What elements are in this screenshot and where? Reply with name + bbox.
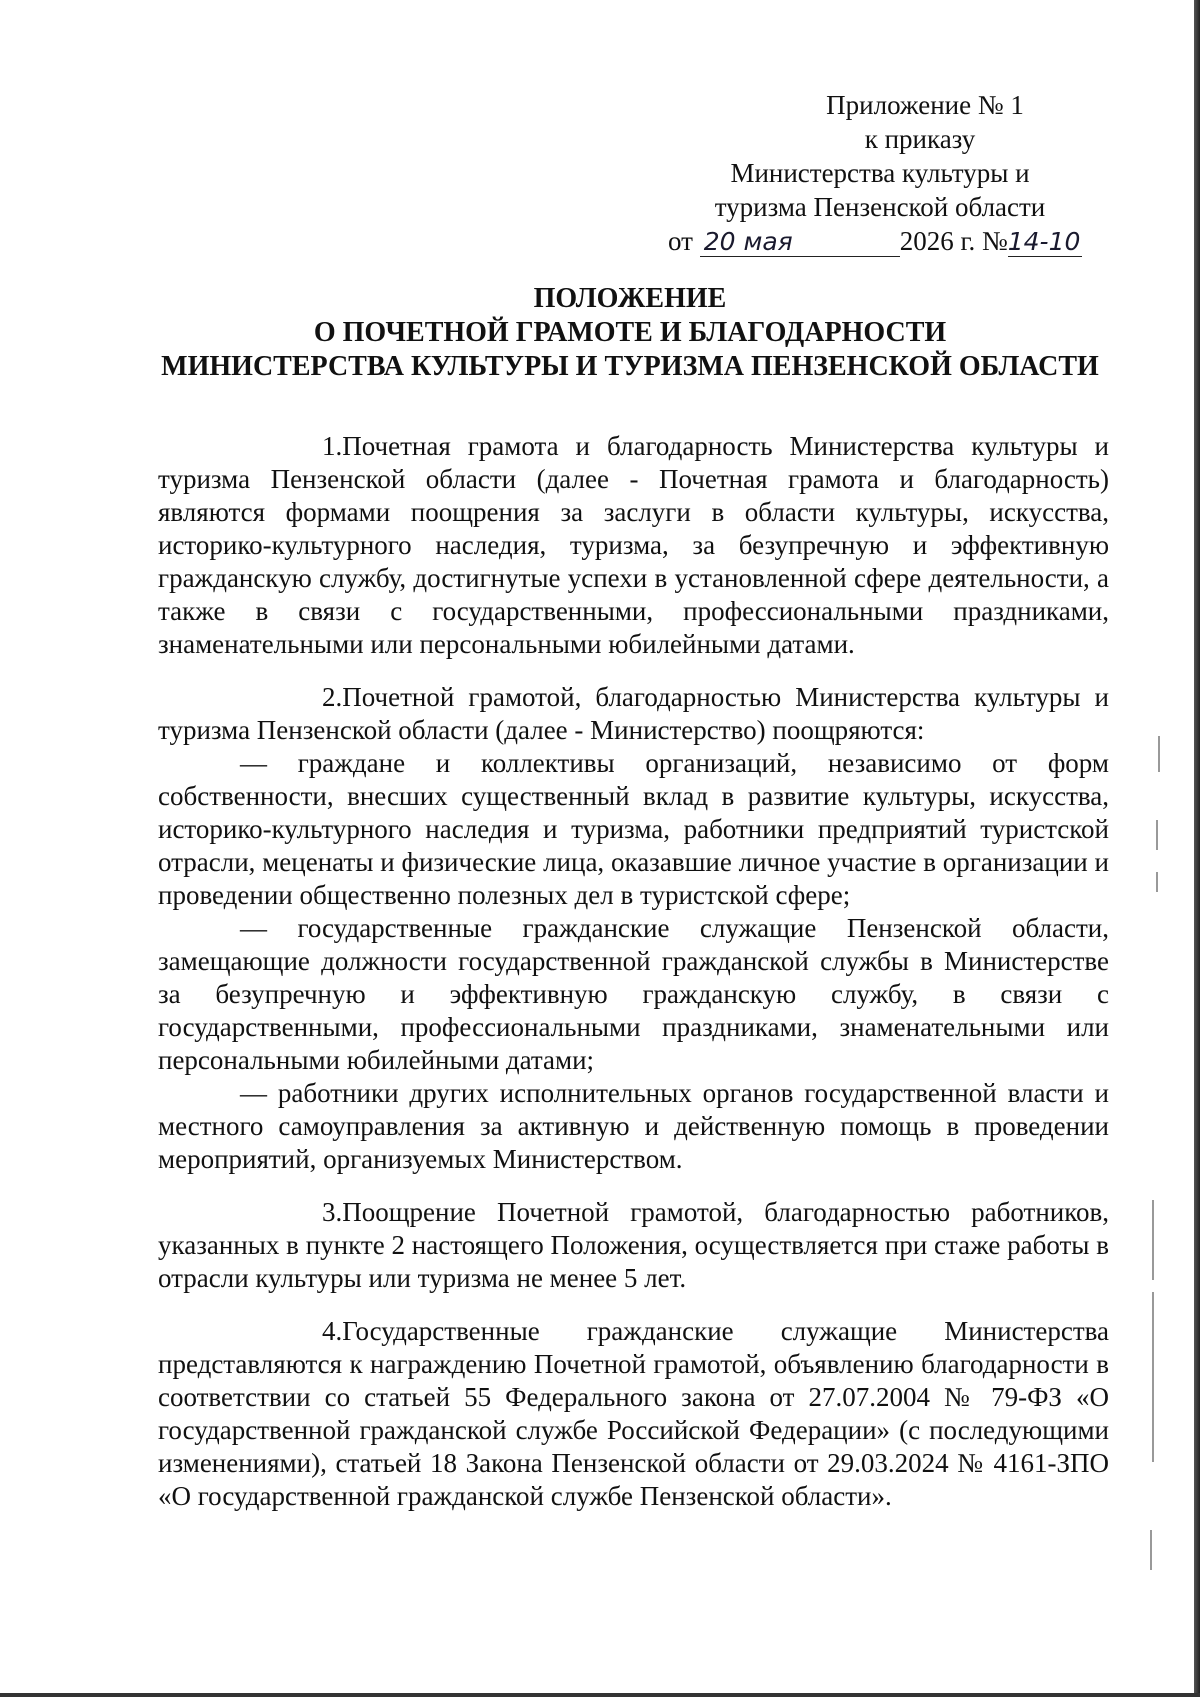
list-item: — работники других исполнительных органов государственной власти и местного самоуправления за активную и действенную помощь в проведении мероприятий, организуемых Министерством.	[158, 1078, 1109, 1174]
handwritten-order-number: 14-10	[1007, 227, 1081, 256]
paragraph-number: 4.	[322, 1316, 343, 1346]
paragraph-number: 3.	[322, 1197, 343, 1227]
date-prefix: от	[668, 226, 693, 256]
paragraph-3	[158, 1196, 1109, 1295]
title-line3: МИНИСТЕРСТВА КУЛЬТУРЫ И ТУРИЗМА ПЕНЗЕНСКОЙ ОБЛАСТИ	[161, 351, 1099, 382]
number-blank	[1008, 227, 1082, 257]
list-item: — граждане и коллективы организаций, независимо от форм собственности, внесших существенный вклад в развитие культуры, искусства, историко-культурного наследия и туризма, работники предприятий туристской отрасли, меценаты и физические лица, оказавшие личное участие в организации и проведении общественно полезных дел в туристской сфере;	[158, 748, 1109, 910]
order-date-line	[640, 224, 1120, 258]
title-line1: ПОЛОЖЕНИЕ	[533, 283, 727, 314]
scan-mark	[1158, 736, 1160, 772]
paragraph-text: Поощрение Почетной грамотой, благодарностью работников, указанных в пункте 2 настоящего Положения, осуществляется при стаже работы в отрасли культуры или туризма не менее 5 лет.	[158, 1197, 1109, 1293]
paragraph-2	[158, 681, 1109, 747]
date-blank	[700, 227, 900, 257]
ministry-name-line2: туризма Пензенской области	[714, 192, 1046, 222]
scan-edge-bottom	[0, 1693, 1200, 1697]
paragraph-1	[158, 430, 1109, 661]
scan-mark	[1156, 820, 1158, 850]
appendix-header	[640, 88, 1120, 258]
ministry-name-line1: Министерства культуры и	[730, 158, 1030, 188]
scan-mark	[1150, 1530, 1152, 1570]
title-line2: О ПОЧЕТНОЙ ГРАМОТЕ И БЛАГОДАРНОСТИ	[313, 317, 947, 348]
paragraph-text: Почетная грамота и благодарность Министерства культуры и туризма Пензенской области (далее - Почетная грамота и благодарность) являются формами поощрения за заслуги в области культуры, искусства, историко-культурного наследия, туризма, за безупречную и эффективную гражданскую службу, достигнутые успехи в установленной сфере деятельности, а также в связи с государственными, профессиональными праздниками, знаменательными или персональными юбилейными датами.	[158, 431, 1109, 659]
paragraph-number: 2.	[322, 682, 343, 712]
appendix-number: Приложение № 1	[826, 90, 1024, 120]
order-reference: к приказу	[864, 124, 976, 154]
scan-mark	[1152, 1200, 1154, 1280]
handwritten-date: 20 мая	[703, 227, 793, 256]
paragraph-text: Почетной грамотой, благодарностью Министерства культуры и туризма Пензенской области (далее - Министерство) поощряются:	[158, 682, 1109, 745]
list-item: — государственные гражданские служащие Пензенской области, замещающие должности государственной гражданской службы в Министерстве за безупречную и эффективную гражданскую службу, в связи с государственными, профессиональными праздниками, знаменательными или персональными юбилейными датами;	[158, 913, 1109, 1075]
document-title	[130, 282, 1130, 384]
scan-mark	[1152, 1292, 1154, 1462]
scan-edge-right	[1194, 0, 1200, 1697]
paragraph-text: Государственные гражданские служащие Министерства представляются к награждению Почетной грамотой, объявлению благодарности в соответствии со статьей 55 Федерального закона от 27.07.2004 № 79-ФЗ «О государственной гражданской службе Российской Федерации» (с последующими изменениями), статьей 18 Закона Пензенской области от 29.03.2024 № 4161-ЗПО «О государственной гражданской службе Пензенской области».	[158, 1316, 1109, 1511]
scan-mark	[1156, 872, 1158, 892]
document-body	[158, 430, 1109, 1513]
paragraph-4	[158, 1315, 1109, 1513]
paragraph-number: 1.	[322, 431, 343, 461]
order-year-number: 2026 г. №	[899, 226, 1008, 256]
